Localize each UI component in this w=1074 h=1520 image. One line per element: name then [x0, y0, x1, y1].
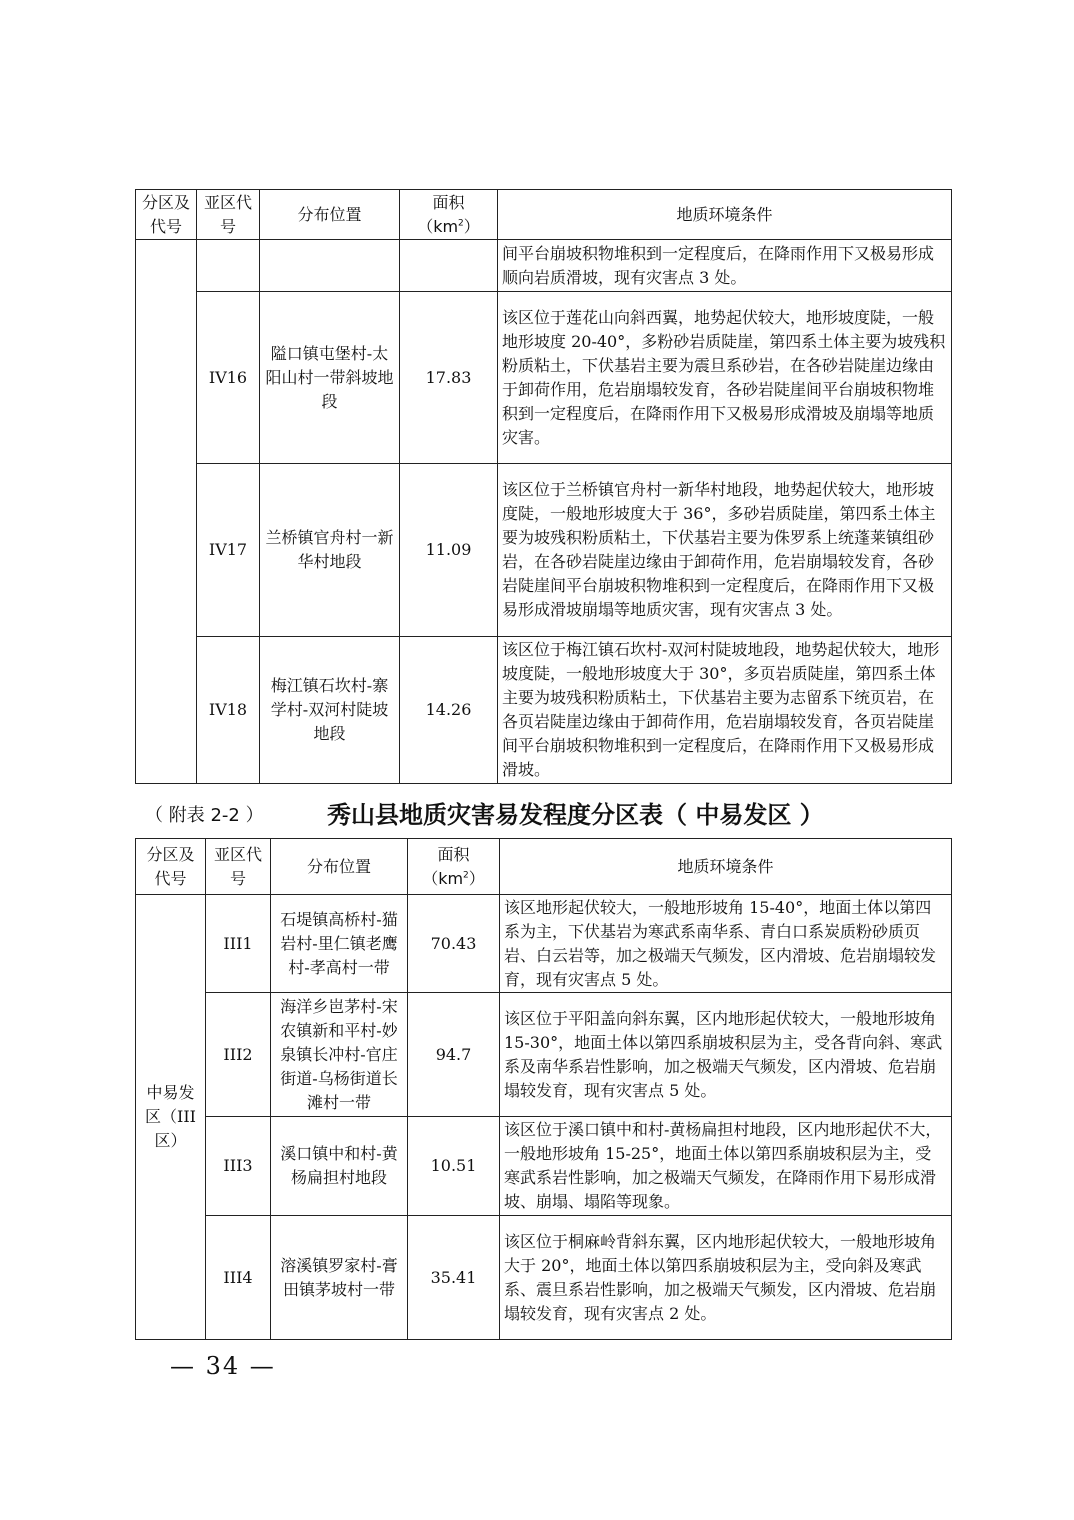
area-cell: 70.43 [408, 895, 500, 993]
table-row [136, 240, 952, 292]
area-cell: 94.7 [408, 993, 500, 1117]
conditions-cell: 该区位于桐麻岭背斜东翼，区内地形起伏较大，一般地形坡角大于 20°，地面土体以第四系崩坡积层为主，受向斜及寒武系、震旦系岩性影响，加之极端天气频发，区内滑坡、危岩崩塌较发育，现有灾害点 2 处。 [500, 1216, 952, 1340]
table-row [136, 637, 952, 784]
location-cell: 隘口镇屯堡村-太阳山村一带斜坡地段 [260, 292, 400, 464]
header-conditions: 地质环境条件 [498, 190, 952, 240]
header-location: 分布位置 [271, 839, 408, 895]
subzone-cell [197, 240, 260, 292]
area-cell: 11.09 [400, 464, 498, 637]
location-cell: 梅江镇石坎村-寨学村-双河村陡坡地段 [260, 637, 400, 784]
table-header-row [136, 839, 952, 895]
area-cell: 10.51 [408, 1117, 500, 1216]
subzone-cell: III4 [206, 1216, 271, 1340]
conditions-cell: 该区位于兰桥镇官舟村一新华村地段，地势起伏较大，地形坡度陡，一般地形坡度大于 36°，多砂岩质陡崖，第四系土体主要为坡残积粉质粘土，下伏基岩主要为侏罗系上统蓬莱镇组砂岩，在各砂岩陡崖边缘由于卸荷作用，危岩崩塌较发育，各砂岩陡崖间平台崩坡积物堆积到一定程度后，在降雨作用下又极易形成滑坡崩塌等地质灾害，现有灾害点 3 处。 [498, 464, 952, 637]
header-area: 面积 $(km^2)$ [408, 839, 500, 895]
subzone-cell: III2 [206, 993, 271, 1117]
caption-title: 秀山县地质灾害易发程度分区表（ 中易发区 ） [327, 801, 824, 829]
header-zone: 分区及代号 [136, 190, 197, 240]
subzone-cell: III3 [206, 1117, 271, 1216]
conditions-cell: 该区地形起伏较大，一般地形坡角 15-40°，地面土体以第四系为主，下伏基岩为寒武系南华系、青白口系炭质粉砂质页岩、白云岩等，加之极端天气频发，区内滑坡、危岩崩塌较发育，现有灾害点 5 处。 [500, 895, 952, 993]
conditions-cell: 该区位于平阳盖向斜东翼，区内地形起伏较大，一般地形坡角 15-30°，地面土体以第四系崩坡积层为主，受各背向斜、寒武系及南华系岩性影响，加之极端天气频发，区内滑坡、危岩崩塌较发育，现有灾害点 5 处。 [500, 993, 952, 1117]
table-row [136, 292, 952, 464]
header-location: 分布位置 [260, 190, 400, 240]
table-row [136, 895, 952, 993]
table-row [136, 1216, 952, 1340]
subzone-cell: IV18 [197, 637, 260, 784]
location-cell: 溶溪镇罗家村-膏田镇茅坡村一带 [271, 1216, 408, 1340]
header-zone: 分区及代号 [136, 839, 206, 895]
header-conditions: 地质环境条件 [500, 839, 952, 895]
table-header-row [136, 190, 952, 240]
location-cell: 海洋乡岜茅村-宋农镇新和平村-妙泉镇长冲村-官庄街道-乌杨街道长滩村一带 [271, 993, 408, 1117]
header-area: 面积 $(km^2)$ [400, 190, 498, 240]
subzone-cell: III1 [206, 895, 271, 993]
area-cell [400, 240, 498, 292]
zoning-table-medium [135, 838, 952, 1340]
subzone-cell: IV17 [197, 464, 260, 637]
header-subzone: 亚区代号 [206, 839, 271, 895]
conditions-cell: 该区位于莲花山向斜西翼，地势起伏较大，地形坡度陡，一般地形坡度 20-40°，多粉砂岩质陡崖，第四系土体主要为坡残积粉质粘土，下伏基岩主要为震旦系砂岩，在各砂岩陡崖边缘由于卸荷作用，危岩崩塌较发育，各砂岩陡崖间平台崩坡积物堆积到一定程度后，在降雨作用下又极易形成滑坡及崩塌等地质灾害。 [498, 292, 952, 464]
area-cell: 17.83 [400, 292, 498, 464]
zone-cell [136, 240, 197, 784]
location-cell: 石堤镇高桥村-猫岩村-里仁镇老鹰村-孝高村一带 [271, 895, 408, 993]
location-cell: 溪口镇中和村-黄杨扁担村地段 [271, 1117, 408, 1216]
area-cell: 14.26 [400, 637, 498, 784]
subzone-cell: IV16 [197, 292, 260, 464]
header-subzone: 亚区代号 [197, 190, 260, 240]
location-cell: 兰桥镇官舟村一新华村地段 [260, 464, 400, 637]
table-caption [135, 795, 951, 829]
conditions-cell: 间平台崩坡积物堆积到一定程度后，在降雨作用下又极易形成顺向岩质滑坡，现有灾害点 3 处。 [498, 240, 952, 292]
conditions-cell: 该区位于梅江镇石坎村-双河村陡坡地段，地势起伏较大，地形坡度陡，一般地形坡度大于 30°，多页岩质陡崖，第四系土体主要为坡残积粉质粘土，下伏基岩主要为志留系下统页岩，在各页岩陡崖边缘由于卸荷作用，危岩崩塌较发育，各页岩陡崖间平台崩坡积物堆积到一定程度后，在降雨作用下又极易形成滑坡。 [498, 637, 952, 784]
zoning-table-high [135, 189, 952, 784]
table-row [136, 993, 952, 1117]
table-row [136, 464, 952, 637]
page-number: — 34 — [170, 1352, 276, 1380]
conditions-cell: 该区位于溪口镇中和村-黄杨扁担村地段，区内地形起伏不大，一般地形坡角 15-25°，地面土体以第四系崩坡积层为主，受寒武系岩性影响，加之极端天气频发，在降雨作用下易形成滑坡、崩塌、塌陷等现象。 [500, 1117, 952, 1216]
zone-cell: 中易发区（III区） [136, 895, 206, 1340]
caption-prefix: （ 附表 2-2 ） [145, 805, 264, 826]
table-row [136, 1117, 952, 1216]
area-cell: 35.41 [408, 1216, 500, 1340]
location-cell [260, 240, 400, 292]
